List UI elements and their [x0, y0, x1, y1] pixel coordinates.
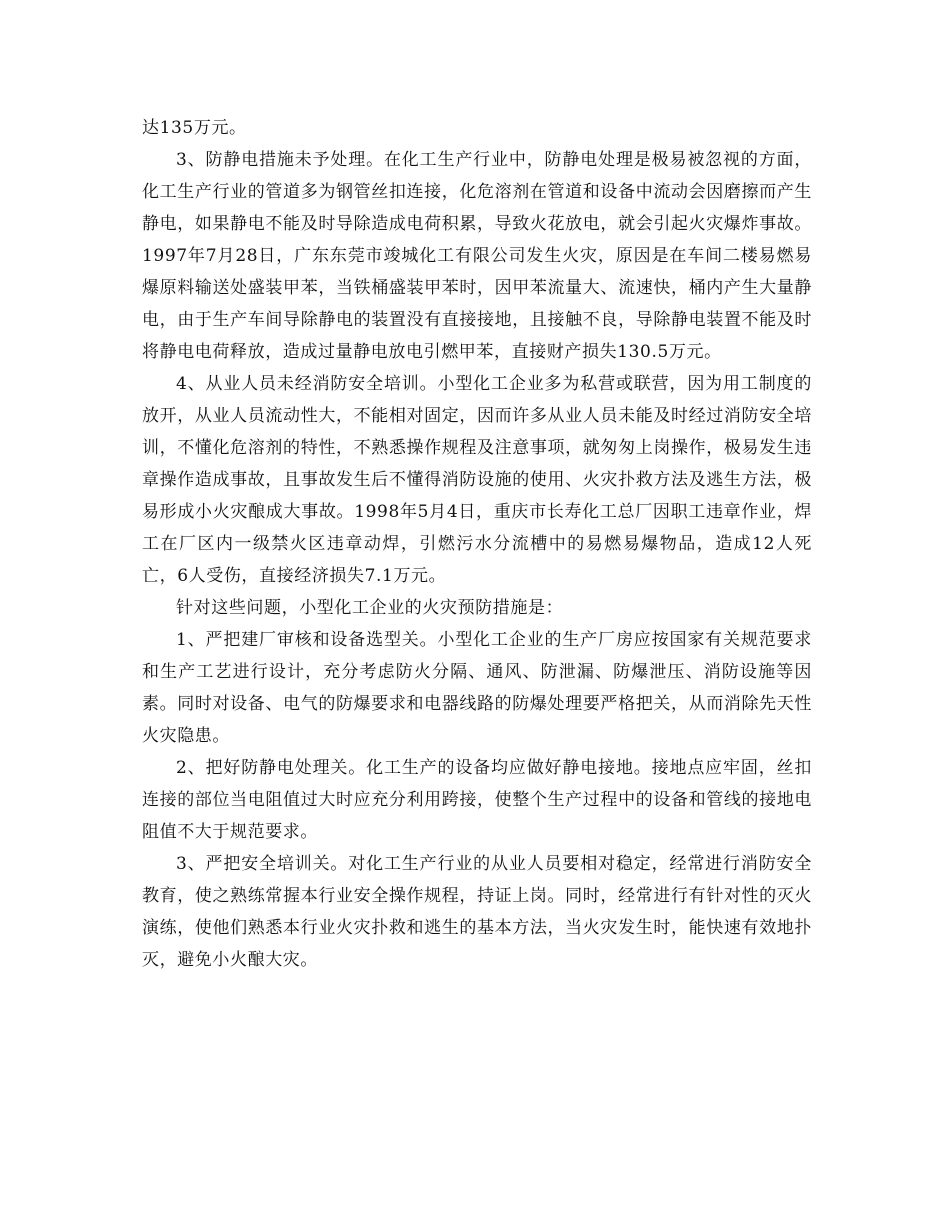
paragraph-measure-construction: 1、严把建厂审核和设备选型关。小型化工企业的生产厂房应按国家有关规范要求和生产工艺进行设计，充分考虑防火分隔、通风、防泄漏、防爆泄压、消防设施等因素。同时对设备、电气的防爆要求和电器线路的防爆处理要严格把关，从而消除先天性火灾隐患。: [142, 630, 812, 746]
paragraph-measure-training: 3、严把安全培训关。对化工生产行业的从业人员要相对稳定，经常进行消防安全教育，使之熟练常握本行业安全操作规程，持证上岗。同时，经常进行有针对性的灭火演练，使他们熟悉本行业火灾扑救和逃生的基本方法，当火灾发生时，能快速有效地扑灭，避免小火酿大灾。: [142, 854, 812, 970]
paragraph-measure-antistatic: 2、把好防静电处理关。化工生产的设备均应做好静电接地。接地点应牢固，丝扣连接的部位当电阻值过大时应充分利用跨接，使整个生产过程中的设备和管线的接地电阻值不大于规范要求。: [142, 758, 812, 842]
paragraph-measures-intro: 针对这些问题，小型化工企业的火灾预防措施是：: [176, 598, 564, 618]
paragraph-continuation: 达135万元。: [142, 118, 247, 138]
paragraph-antistatic-cause: 3、防静电措施未予处理。在化工生产行业中，防静电处理是极易被忽视的方面，化工生产行业的管道多为钢管丝扣连接，化危溶剂在管道和设备中流动会因磨擦而产生静电，如果静电不能及时导除造成电荷积累，导致火花放电，就会引起火灾爆炸事故。1997年7月28日，广东东莞市竣城化工有限公司发生火灾，原因是在车间二楼易燃易爆原料输送处盛装甲苯，当铁桶盛装甲苯时，因甲苯流量大、流速快，桶内产生大量静电，由于生产车间导除静电的装置没有直接接地，且接触不良，导除静电装置不能及时将静电电荷释放，造成过量静电放电引燃甲苯，直接财产损失130.5万元。: [142, 150, 812, 362]
document-page: [142, 112, 812, 976]
paragraph-training-cause: 4、从业人员未经消防安全培训。小型化工企业多为私营或联营，因为用工制度的放开，从业人员流动性大，不能相对固定，因而许多从业人员未能及时经过消防安全培训，不懂化危溶剂的特性，不熟悉操作规程及注意事项，就匆匆上岗操作，极易发生违章操作造成事故，且事故发生后不懂得消防设施的使用、火灾扑救方法及逃生方法，极易形成小火灾酿成大事故。1998年5月4日，重庆市长寿化工总厂因职工违章作业，焊工在厂区内一级禁火区违章动焊，引燃污水分流槽中的易燃易爆物品，造成12人死亡，6人受伤，直接经济损失7.1万元。: [142, 374, 812, 586]
